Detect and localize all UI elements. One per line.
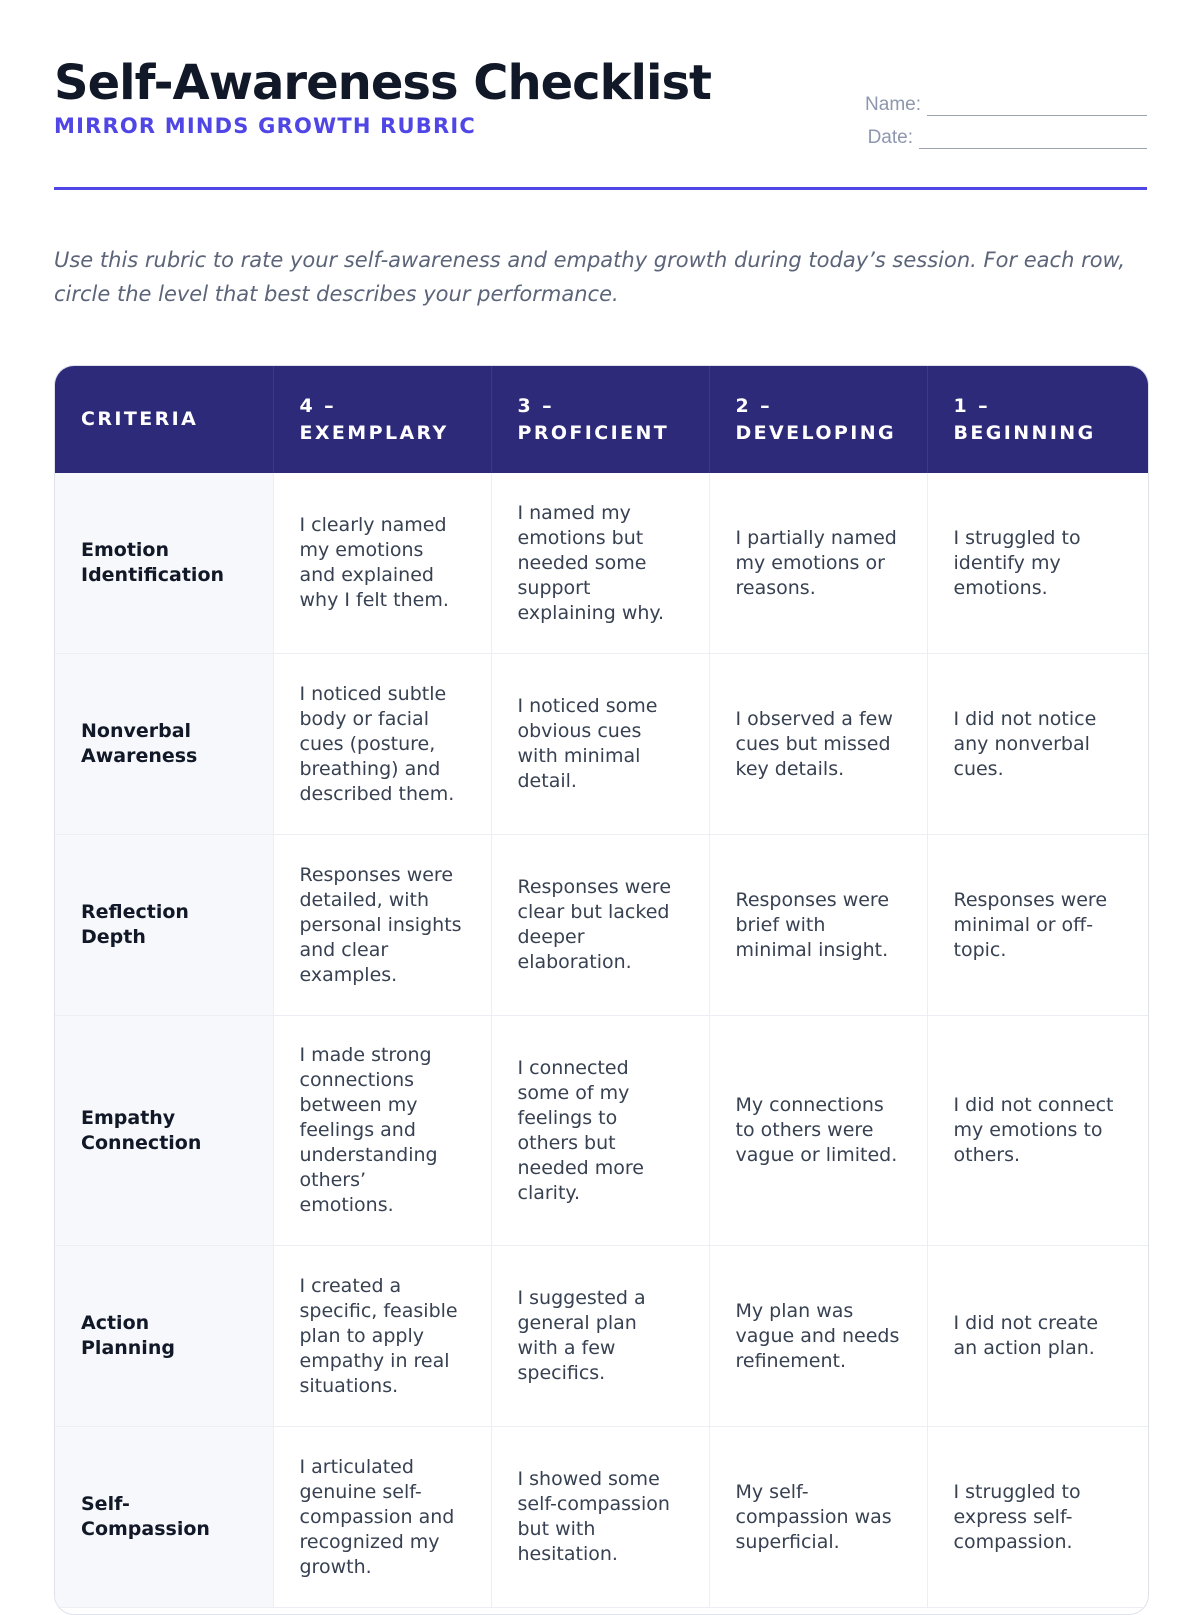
level-cell-beginning[interactable]: I struggled to identify my emotions. xyxy=(927,473,1148,654)
level-cell-beginning[interactable]: I did not connect my emotions to others. xyxy=(927,1016,1148,1246)
column-header-label: DEVELOPING xyxy=(735,421,897,444)
level-cell-exemplary[interactable]: I noticed subtle body or facial cues (posture, breathing) and described them. xyxy=(273,654,491,835)
level-cell-proficient[interactable]: I noticed some obvious cues with minimal detail. xyxy=(491,654,709,835)
level-cell-proficient[interactable]: I connected some of my feelings to others but needed more clarity. xyxy=(491,1016,709,1246)
criterion-cell: Emotion Identification xyxy=(55,473,273,654)
level-cell-exemplary[interactable]: Responses were detailed, with personal insights and clear examples. xyxy=(273,835,491,1016)
table-row xyxy=(55,1246,1148,1427)
level-cell-developing[interactable]: My plan was vague and needs refinement. xyxy=(709,1246,927,1427)
rubric-table xyxy=(54,365,1149,1615)
level-cell-exemplary[interactable]: I created a specific, feasible plan to apply empathy in real situations. xyxy=(273,1246,491,1427)
page-subtitle: MIRROR MINDS GROWTH RUBRIC xyxy=(54,114,476,138)
level-cell-developing[interactable]: My connections to others were vague or limited. xyxy=(709,1016,927,1246)
column-header-criteria xyxy=(55,366,273,473)
header xyxy=(54,50,1147,190)
level-cell-exemplary[interactable]: I clearly named my emotions and explained why I felt them. xyxy=(273,473,491,654)
column-header-score: 3 – xyxy=(517,394,555,417)
column-header-exemplary xyxy=(273,366,491,473)
level-cell-developing[interactable]: My self-compassion was superficial. xyxy=(709,1427,927,1608)
column-header-score: 1 – xyxy=(953,394,991,417)
level-cell-proficient[interactable]: I showed some self-compassion but with hesitation. xyxy=(491,1427,709,1608)
name-label: Name: xyxy=(865,94,921,115)
date-field[interactable] xyxy=(847,119,1147,149)
level-cell-beginning[interactable]: Responses were minimal or off-topic. xyxy=(927,835,1148,1016)
level-cell-exemplary[interactable]: I made strong connections between my feelings and understanding others’ emotions. xyxy=(273,1016,491,1246)
column-header-developing xyxy=(709,366,927,473)
page-title: Self-Awareness Checklist xyxy=(54,55,711,111)
criterion-cell: Reflection Depth xyxy=(55,835,273,1016)
table-row xyxy=(55,1427,1148,1608)
criterion-cell: Nonverbal Awareness xyxy=(55,654,273,835)
header-divider xyxy=(54,187,1147,190)
column-header-label: EXEMPLARY xyxy=(299,421,449,444)
column-header-label: BEGINNING xyxy=(953,421,1096,444)
criterion-cell: Self-Compassion xyxy=(55,1427,273,1608)
column-header-score: 4 – xyxy=(299,394,337,417)
level-cell-developing[interactable]: Responses were brief with minimal insight. xyxy=(709,835,927,1016)
table-row xyxy=(55,1016,1148,1246)
level-cell-proficient[interactable]: I suggested a general plan with a few specifics. xyxy=(491,1246,709,1427)
name-field[interactable] xyxy=(847,86,1147,116)
student-info xyxy=(847,86,1147,152)
level-cell-developing[interactable]: I partially named my emotions or reasons. xyxy=(709,473,927,654)
column-header-label: CRITERIA xyxy=(81,408,199,430)
criterion-cell: Action Planning xyxy=(55,1246,273,1427)
table-row xyxy=(55,473,1148,654)
level-cell-proficient[interactable]: Responses were clear but lacked deeper elaboration. xyxy=(491,835,709,1016)
level-cell-beginning[interactable]: I did not notice any nonverbal cues. xyxy=(927,654,1148,835)
name-blank[interactable] xyxy=(927,95,1147,116)
column-header-proficient xyxy=(491,366,709,473)
criterion-cell: Empathy Connection xyxy=(55,1016,273,1246)
level-cell-developing[interactable]: I observed a few cues but missed key details. xyxy=(709,654,927,835)
table-row xyxy=(55,654,1148,835)
column-header-label: PROFICIENT xyxy=(517,421,670,444)
level-cell-beginning[interactable]: I did not create an action plan. xyxy=(927,1246,1148,1427)
date-blank[interactable] xyxy=(919,128,1147,149)
instructions: Use this rubric to rate your self-awareness and empathy growth during today’s session. For each row, circle the level that best describes your performance. xyxy=(54,248,1126,306)
table-row xyxy=(55,835,1148,1016)
column-header-beginning xyxy=(927,366,1148,473)
column-header-score: 2 – xyxy=(735,394,773,417)
level-cell-beginning[interactable]: I struggled to express self-compassion. xyxy=(927,1427,1148,1608)
level-cell-proficient[interactable]: I named my emotions but needed some support explaining why. xyxy=(491,473,709,654)
table-header-row xyxy=(55,366,1148,473)
level-cell-exemplary[interactable]: I articulated genuine self-compassion and recognized my growth. xyxy=(273,1427,491,1608)
date-label: Date: xyxy=(867,127,913,148)
